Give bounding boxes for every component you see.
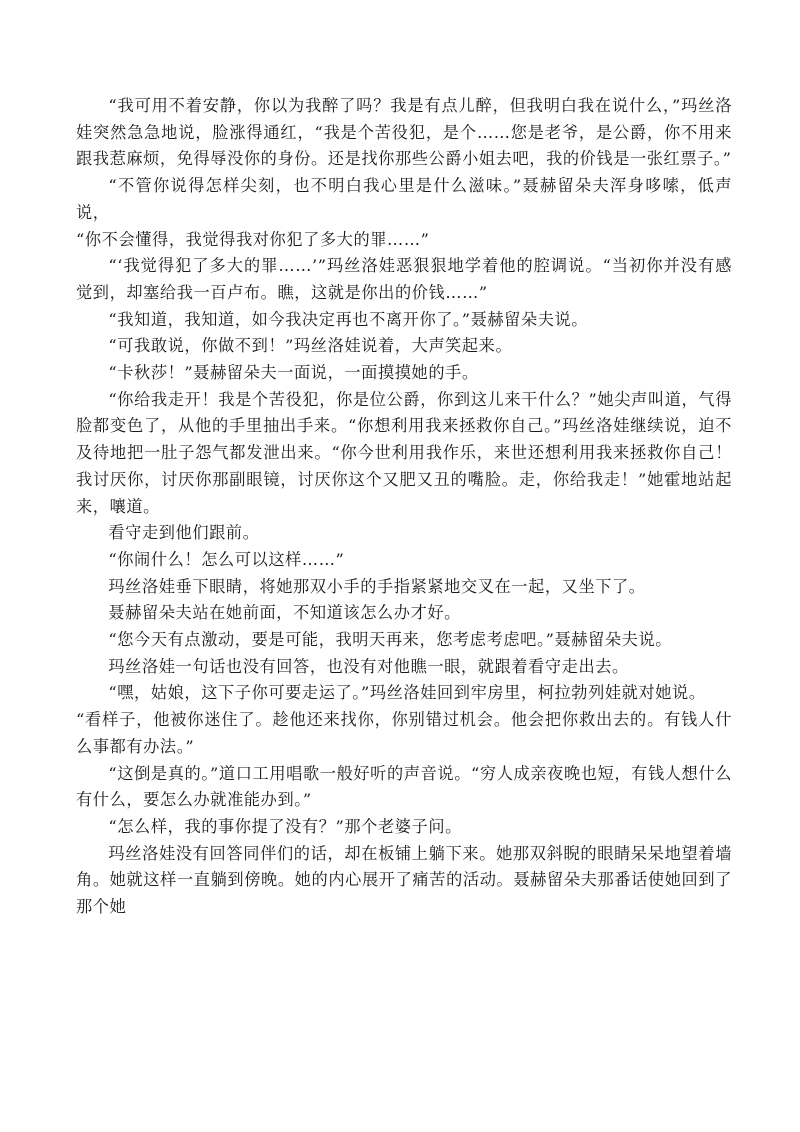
paragraph: “看样子，他被你迷住了。趁他还来找你，你别错过机会。他会把你救出去的。有钱人什么事都有办法。” bbox=[76, 710, 732, 756]
paragraph: 玛丝洛娃没有回答同伴们的话，却在板铺上躺下来。她那双斜睨的眼睛呆呆地望着墙角。她就这样一直躺到傍晚。她的内心展开了痛苦的活动。聂赫留朵夫那番话使她回到了那个她 bbox=[76, 843, 732, 917]
paragraph: 玛丝洛娃垂下眼睛，将她那双小手的手指紧紧地交叉在一起，又坐下了。 bbox=[108, 576, 646, 596]
paragraph: “卡秋莎！”聂赫留朵夫一面说，一面摸摸她的手。 bbox=[108, 363, 479, 383]
paragraph: 聂赫留朵夫站在她前面，不知道该怎么办才好。 bbox=[108, 603, 461, 623]
paragraph: “我可用不着安静，你以为我醉了吗？我是有点儿醉，但我明白我在说什么，”玛丝洛娃突然急急地说，脸涨得通红，“我是个苦役犯，是个……您是老爷，是公爵，你不用来跟我惹麻烦，免得辱没你的身份。还是找你那些公爵小姐去吧，我的价钱是一张红票子。” bbox=[76, 96, 732, 169]
paragraph: “你不会懂得，我觉得我对你犯了多大的罪……” bbox=[76, 229, 430, 249]
paragraph: “嘿，姑娘，这下子你可要走运了。”玛丝洛娃回到牢房里，柯拉勃列娃就对她说。 bbox=[108, 683, 706, 703]
paragraph: “你闹什么！怎么可以这样……” bbox=[108, 549, 345, 569]
paragraph: 看守走到他们跟前。 bbox=[108, 523, 260, 543]
paragraph: “我知道，我知道，如今我决定再也不离开你了。”聂赫留朵夫说。 bbox=[108, 309, 589, 329]
paragraph: “这倒是真的。”道口工用唱歌一般好听的声音说。“穷人成亲夜晚也短，有钱人想什么有什么，要怎么办就准能办到。” bbox=[76, 763, 732, 810]
paragraph: “‘我觉得犯了多大的罪……’”玛丝洛娃恶狠狠地学着他的腔调说。“当初你并没有感觉到，却塞给我一百卢布。瞧，这就是你出的价钱……” bbox=[76, 256, 732, 302]
paragraph: “你给我走开！我是个苦役犯，你是位公爵，你到这儿来干什么？”她尖声叫道，气得脸都变色了，从他的手里抽出手来。“你想利用我来拯救你自己。”玛丝洛娃继续说，迫不及待地把一肚子怨气都发泄出来。“你今世利用我作乐，来世还想利用我来拯救你自己！我讨厌你，讨厌你那副眼镜，讨厌你这个又肥又丑的嘴脸。走，你给我走！”她霍地站起来，嚷道。 bbox=[76, 389, 732, 516]
paragraph: “怎么样，我的事你提了没有？”那个老婆子问。 bbox=[108, 816, 462, 836]
document-page bbox=[76, 93, 732, 921]
paragraph: “可我敢说，你做不到！”玛丝洛娃说着，大声笑起来。 bbox=[108, 336, 513, 356]
paragraph: “您今天有点激动，要是可能，我明天再来，您考虑考虑吧。”聂赫留朵夫说。 bbox=[108, 630, 673, 650]
paragraph: 玛丝洛娃一句话也没有回答，也没有对他瞧一眼，就跟着看守走出去。 bbox=[108, 656, 629, 676]
paragraph: “不管你说得怎样尖刻，也不明白我心里是什么滋味。”聂赫留朵夫浑身哆嗦，低声说， bbox=[76, 176, 732, 222]
